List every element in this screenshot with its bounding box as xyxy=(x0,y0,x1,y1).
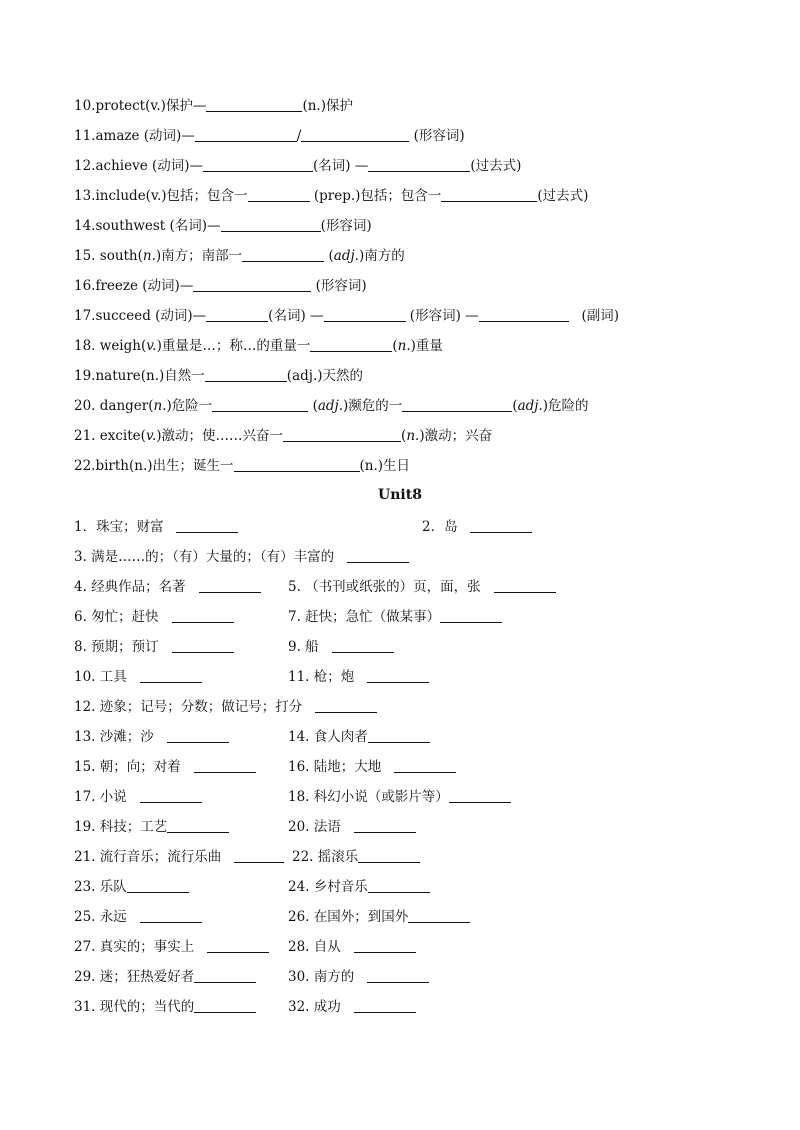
answer-blank[interactable] xyxy=(207,938,269,953)
answer-blank[interactable] xyxy=(310,337,392,352)
vocab-item-18: 18. 科幻小说（或影片等） xyxy=(288,788,511,806)
word-line-22: 22.birth(n.)出生；诞生一 (n.)生日 xyxy=(74,458,411,474)
answer-blank[interactable] xyxy=(367,668,429,683)
vocab-item-27: 27. 真实的；事实上 xyxy=(74,938,269,956)
answer-blank[interactable] xyxy=(194,998,256,1013)
vocab-item-30: 30. 南方的 xyxy=(288,968,429,986)
answer-blank[interactable] xyxy=(205,367,287,382)
answer-blank[interactable] xyxy=(248,187,310,202)
answer-blank[interactable] xyxy=(234,457,360,472)
word-line-16: 16.freeze (动词)— (形容词) xyxy=(74,278,367,294)
answer-blank[interactable] xyxy=(212,397,308,412)
vocab-item-11: 11. 枪；炮 xyxy=(288,668,429,686)
vocab-item-5: 5. （书刊或纸张的）页，面，张 xyxy=(288,578,556,596)
answer-blank[interactable] xyxy=(354,818,416,833)
vocab-item-13: 13. 沙滩；沙 xyxy=(74,728,229,746)
vocab-item-8: 8. 预期；预订 xyxy=(74,638,234,656)
answer-blank[interactable] xyxy=(195,127,297,142)
answer-blank[interactable] xyxy=(167,728,229,743)
answer-blank[interactable] xyxy=(332,638,394,653)
word-line-17: 17.succeed (动词)— (名词) — (形容词) — (副词) xyxy=(74,308,620,324)
vocab-item-14: 14. 食人肉者 xyxy=(288,728,430,746)
word-line-20: 20. danger(n.)危险一 (adj.)濒危的一 (adj.)危险的 xyxy=(74,398,589,414)
word-line-21: 21. excite(v.)激动；使……兴奋一 (n.)激动；兴奋 xyxy=(74,428,493,444)
vocab-item-28: 28. 自从 xyxy=(288,938,416,956)
vocab-item-31: 31. 现代的；当代的 xyxy=(74,998,256,1016)
answer-blank[interactable] xyxy=(140,788,202,803)
unit-title: Unit8 xyxy=(378,487,422,503)
word-line-19: 19.nature(n.)自然一 (adj.)天然的 xyxy=(74,368,363,384)
vocab-item-16: 16. 陆地；大地 xyxy=(288,758,456,776)
vocab-item-2: 2．岛 xyxy=(422,518,532,536)
word-line-12: 12.achieve (动词)— (名词) — (过去式) xyxy=(74,158,522,174)
answer-blank[interactable] xyxy=(206,307,268,322)
answer-blank[interactable] xyxy=(172,638,234,653)
vocab-item-21: 21. 流行音乐；流行乐曲 xyxy=(74,848,284,866)
word-line-10: 10.protect(v.)保护— (n.)保护 xyxy=(74,98,353,114)
answer-blank[interactable] xyxy=(172,608,234,623)
vocab-item-6: 6. 匆忙；赶快 xyxy=(74,608,234,626)
word-line-11: 11.amaze (动词)— / (形容词) xyxy=(74,128,465,144)
answer-blank[interactable] xyxy=(354,938,416,953)
vocab-item-24: 24. 乡村音乐 xyxy=(288,878,430,896)
answer-blank[interactable] xyxy=(199,578,261,593)
word-line-14: 14.southwest (名词)— (形容词) xyxy=(74,218,372,234)
answer-blank[interactable] xyxy=(193,277,311,292)
answer-blank[interactable] xyxy=(301,127,409,142)
vocab-item-9: 9. 船 xyxy=(288,638,394,656)
answer-blank[interactable] xyxy=(140,908,202,923)
answer-blank[interactable] xyxy=(408,908,470,923)
answer-blank[interactable] xyxy=(324,307,406,322)
vocab-item-1: 1．珠宝；财富 xyxy=(74,518,238,536)
answer-blank[interactable] xyxy=(194,758,256,773)
answer-blank[interactable] xyxy=(347,548,409,563)
vocab-item-23: 23. 乐队 xyxy=(74,878,189,896)
vocab-item-20: 20. 法语 xyxy=(288,818,416,836)
vocab-item-7: 7. 赶快；急忙（做某事） xyxy=(288,608,502,626)
answer-blank[interactable] xyxy=(127,878,189,893)
answer-blank[interactable] xyxy=(176,518,238,533)
answer-blank[interactable] xyxy=(194,968,256,983)
vocab-item-17: 17. 小说 xyxy=(74,788,202,806)
answer-blank[interactable] xyxy=(203,157,313,172)
answer-blank[interactable] xyxy=(449,788,511,803)
vocab-item-19: 19. 科技；工艺 xyxy=(74,818,229,836)
vocab-item-26: 26. 在国外；到国外 xyxy=(288,908,470,926)
answer-blank[interactable] xyxy=(394,758,456,773)
answer-blank[interactable] xyxy=(221,217,321,232)
vocab-item-15: 15. 朝；向；对着 xyxy=(74,758,256,776)
answer-blank[interactable] xyxy=(354,998,416,1013)
vocab-item-4: 4. 经典作品；名著 xyxy=(74,578,261,596)
word-line-15: 15. south(n.)南方；南部一 (adj.)南方的 xyxy=(74,248,405,264)
answer-blank[interactable] xyxy=(494,578,556,593)
answer-blank[interactable] xyxy=(140,668,202,683)
answer-blank[interactable] xyxy=(479,307,569,322)
answer-blank[interactable] xyxy=(358,848,420,863)
answer-blank[interactable] xyxy=(315,698,377,713)
answer-blank[interactable] xyxy=(283,427,401,442)
answer-blank[interactable] xyxy=(242,247,324,262)
answer-blank[interactable] xyxy=(368,157,470,172)
answer-blank[interactable] xyxy=(440,608,502,623)
vocab-item-25: 25. 永远 xyxy=(74,908,202,926)
answer-blank[interactable] xyxy=(234,848,284,863)
vocab-item-29: 29. 迷；狂热爱好者 xyxy=(74,968,256,986)
answer-blank[interactable] xyxy=(368,728,430,743)
vocab-item-12: 12. 迹象；记号；分数；做记号；打分 xyxy=(74,698,377,716)
word-line-13: 13.include(v.)包括；包含一 (prep.)包括；包含一 (过去式) xyxy=(74,188,589,204)
vocab-item-3: 3. 满是……的；（有）大量的；（有）丰富的 xyxy=(74,548,409,566)
answer-blank[interactable] xyxy=(470,518,532,533)
answer-blank[interactable] xyxy=(368,878,430,893)
answer-blank[interactable] xyxy=(206,97,302,112)
word-line-18: 18. weigh(v.)重量是…；称…的重量一 (n.)重量 xyxy=(74,338,443,354)
answer-blank[interactable] xyxy=(167,818,229,833)
vocab-item-22: 22. 摇滚乐 xyxy=(292,848,420,866)
answer-blank[interactable] xyxy=(441,187,537,202)
answer-blank[interactable] xyxy=(402,397,512,412)
vocab-item-32: 32. 成功 xyxy=(288,998,416,1016)
vocab-item-10: 10. 工具 xyxy=(74,668,202,686)
answer-blank[interactable] xyxy=(367,968,429,983)
